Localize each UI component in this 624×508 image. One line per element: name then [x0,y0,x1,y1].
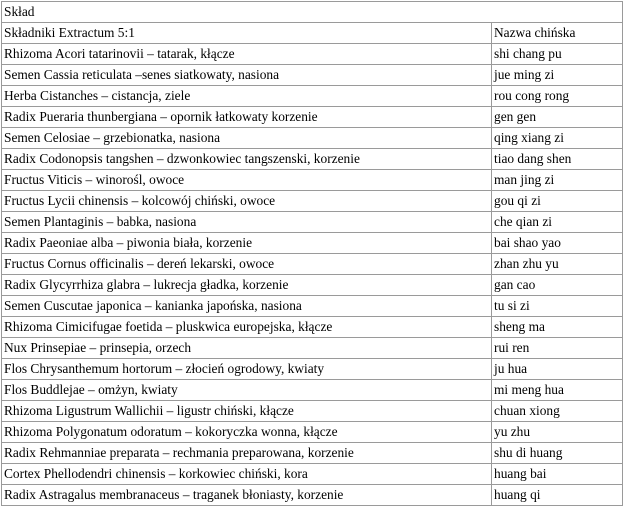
chinese-name-cell: zhan zhu yu [492,254,623,275]
chinese-name-cell: bai shao yao [492,233,623,254]
table-row [2,275,623,296]
chinese-name-cell: tu si zi [492,296,623,317]
ingredient-cell: Radix Codonopsis tangshen – dzwonkowiec tangszenski, korzenie [2,149,492,170]
table-row [2,212,623,233]
ingredient-cell: Semen Cassia reticulata –senes siatkowaty, nasiona [2,65,492,86]
ingredient-cell: Radix Pueraria thunbergiana – opornik łatkowaty korzenie [2,107,492,128]
chinese-name-cell: gou qi zi [492,191,623,212]
chinese-name-cell: qing xiang zi [492,128,623,149]
ingredient-cell: Semen Celosiae – grzebionatka, nasiona [2,128,492,149]
table-row [2,233,623,254]
table-row [2,107,623,128]
table-row [2,44,623,65]
ingredient-cell: Rhizoma Acori tatarinovii – tatarak, kłącze [2,44,492,65]
header-row [2,23,623,44]
chinese-name-cell: huang bai [492,464,623,485]
table-row [2,359,623,380]
ingredient-cell: Radix Astragalus membranaceus – traganek błoniasty, korzenie [2,485,492,506]
chinese-name-cell: yu zhu [492,422,623,443]
ingredient-cell: Cortex Phellodendri chinensis – korkowiec chiński, kora [2,464,492,485]
table-row [2,191,623,212]
ingredient-cell: Fructus Cornus officinalis – dereń lekarski, owoce [2,254,492,275]
chinese-name-cell: sheng ma [492,317,623,338]
ingredient-cell: Radix Rehmanniae preparata – rechmania preparowana, korzenie [2,443,492,464]
chinese-name-cell: shu di huang [492,443,623,464]
header-chinese-name: Nazwa chińska [492,23,623,44]
caption-row [2,2,623,23]
table-row [2,86,623,107]
chinese-name-cell: shi chang pu [492,44,623,65]
table-row [2,401,623,422]
chinese-name-cell: man jing zi [492,170,623,191]
table-row [2,254,623,275]
ingredient-cell: Rhizoma Cimicifugae foetida – pluskwica europejska, kłącze [2,317,492,338]
table-caption: Skład [2,2,623,23]
table-row [2,422,623,443]
chinese-name-cell: che qian zi [492,212,623,233]
chinese-name-cell: ju hua [492,359,623,380]
chinese-name-cell: huang qi [492,485,623,506]
composition-table-wrapper [1,1,623,506]
chinese-name-cell: tiao dang shen [492,149,623,170]
ingredient-cell: Semen Plantaginis – babka, nasiona [2,212,492,233]
table-row [2,485,623,506]
table-row [2,380,623,401]
ingredient-cell: Radix Glycyrrhiza glabra – lukrecja gładka, korzenie [2,275,492,296]
ingredient-cell: Flos Chrysanthemum hortorum – złocień ogrodowy, kwiaty [2,359,492,380]
chinese-name-cell: rui ren [492,338,623,359]
table-row [2,443,623,464]
chinese-name-cell: mi meng hua [492,380,623,401]
table-body [2,2,623,506]
chinese-name-cell: gan cao [492,275,623,296]
table-row [2,128,623,149]
chinese-name-cell: gen gen [492,107,623,128]
ingredient-cell: Rhizoma Polygonatum odoratum – kokoryczka wonna, kłącze [2,422,492,443]
table-row [2,317,623,338]
ingredient-cell: Semen Cuscutae japonica – kanianka japońska, nasiona [2,296,492,317]
ingredient-cell: Nux Prinsepiae – prinsepia, orzech [2,338,492,359]
header-ingredients: Składniki Extractum 5:1 [2,23,492,44]
table-row [2,65,623,86]
chinese-name-cell: jue ming zi [492,65,623,86]
ingredient-cell: Fructus Lycii chinensis – kolcowój chiński, owoce [2,191,492,212]
ingredient-cell: Flos Buddlejae – omżyn, kwiaty [2,380,492,401]
ingredient-cell: Fructus Viticis – winorośl, owoce [2,170,492,191]
table-row [2,170,623,191]
ingredient-cell: Herba Cistanches – cistancja, ziele [2,86,492,107]
ingredient-cell: Radix Paeoniae alba – piwonia biała, korzenie [2,233,492,254]
chinese-name-cell: rou cong rong [492,86,623,107]
composition-table [1,1,623,506]
chinese-name-cell: chuan xiong [492,401,623,422]
table-row [2,149,623,170]
table-row [2,338,623,359]
ingredient-cell: Rhizoma Ligustrum Wallichii – ligustr chiński, kłącze [2,401,492,422]
table-row [2,464,623,485]
table-row [2,296,623,317]
